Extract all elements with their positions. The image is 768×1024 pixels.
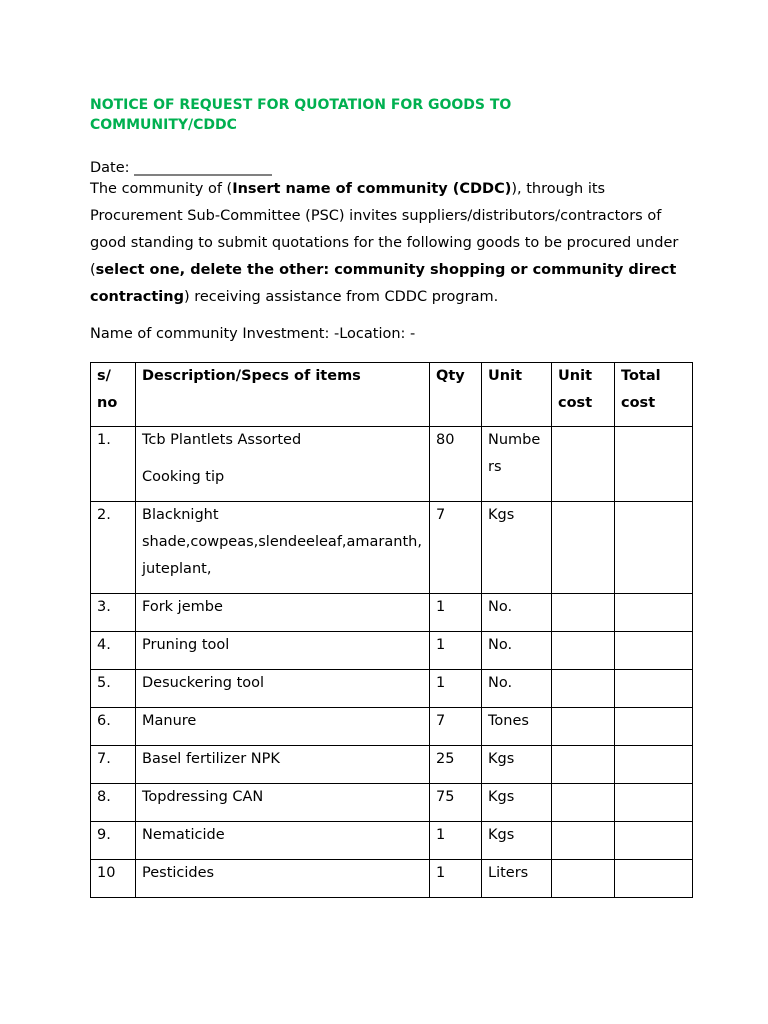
cell-total-cost (615, 784, 693, 822)
cell-unit-cost (552, 502, 615, 594)
cell-sno: 5. (91, 670, 136, 708)
cell-unit-cost (552, 784, 615, 822)
cell-total-cost (615, 860, 693, 898)
cell-sno: 4. (91, 632, 136, 670)
table-row (91, 670, 693, 708)
cell-sno: 2. (91, 502, 136, 594)
cell-unit-cost (552, 670, 615, 708)
cell-unit-cost (552, 746, 615, 784)
cell-description: Nematicide (136, 822, 430, 860)
table-row (91, 784, 693, 822)
table-row (91, 427, 693, 502)
header-unit-cost: Unit cost (552, 363, 615, 427)
table-row (91, 594, 693, 632)
cell-sno: 10 (91, 860, 136, 898)
cell-unit: No. (482, 594, 552, 632)
cell-sno: 8. (91, 784, 136, 822)
cell-sno: 3. (91, 594, 136, 632)
cell-unit: Kgs (482, 822, 552, 860)
header-unit: Unit (482, 363, 552, 427)
cell-total-cost (615, 632, 693, 670)
cell-unit: Tones (482, 708, 552, 746)
cell-qty: 80 (430, 427, 482, 502)
date-line: Date: ___________________ (90, 160, 272, 176)
cell-sno: 9. (91, 822, 136, 860)
header-description: Description/Specs of items (136, 363, 430, 427)
table-row (91, 632, 693, 670)
cell-unit-cost (552, 860, 615, 898)
cell-total-cost (615, 594, 693, 632)
cell-unit: Kgs (482, 502, 552, 594)
cell-total-cost (615, 427, 693, 502)
investment-line: Name of community Investment: -Location: - (90, 326, 416, 342)
intro-text-1: The community of ( (90, 181, 233, 197)
cell-description: Pruning tool (136, 632, 430, 670)
cell-unit-cost (552, 594, 615, 632)
quotation-table (90, 362, 693, 898)
cell-qty: 1 (430, 670, 482, 708)
cell-unit-cost (552, 822, 615, 860)
cell-unit: Kgs (482, 784, 552, 822)
header-sno: s/ no (91, 363, 136, 427)
cell-description: Blacknight shade,cowpeas,slendeeleaf,amaranth,juteplant, (136, 502, 430, 594)
table-row (91, 502, 693, 594)
cell-qty: 7 (430, 708, 482, 746)
cell-sno: 1. (91, 427, 136, 502)
cell-unit-cost (552, 427, 615, 502)
intro-text-2: ), through its Procurement Sub-Committee (PSC) invites suppliers/distributors/contractors of good standing to submit quotations for the following goods to be procured under ( (90, 181, 679, 278)
cell-total-cost (615, 822, 693, 860)
cell-description (136, 427, 430, 502)
table-row (91, 822, 693, 860)
table-row (91, 708, 693, 746)
cell-total-cost (615, 502, 693, 594)
cell-qty: 75 (430, 784, 482, 822)
header-qty: Qty (430, 363, 482, 427)
cell-description: Basel fertilizer NPK (136, 746, 430, 784)
notice-title: NOTICE OF REQUEST FOR QUOTATION FOR GOODS TO COMMUNITY/CDDC (90, 97, 512, 133)
cell-total-cost (615, 708, 693, 746)
intro-bold-method: select one, delete the other: community shopping or community direct contracting (90, 262, 677, 305)
cell-total-cost (615, 670, 693, 708)
cell-total-cost (615, 746, 693, 784)
cell-qty: 1 (430, 632, 482, 670)
cell-description: Pesticides (136, 860, 430, 898)
table-row (91, 746, 693, 784)
intro-paragraph (90, 176, 690, 311)
cell-description: Manure (136, 708, 430, 746)
cell-description-sub: Cooking tip (142, 469, 225, 485)
cell-qty: 1 (430, 594, 482, 632)
cell-unit-cost (552, 708, 615, 746)
cell-qty: 1 (430, 860, 482, 898)
header-total-cost: Total cost (615, 363, 693, 427)
intro-bold-community: Insert name of community (CDDC) (232, 181, 512, 197)
cell-sno: 6. (91, 708, 136, 746)
cell-sno: 7. (91, 746, 136, 784)
cell-description-main: Tcb Plantlets Assorted (142, 432, 302, 448)
cell-unit: Kgs (482, 746, 552, 784)
cell-description: Fork jembe (136, 594, 430, 632)
cell-unit-cost (552, 632, 615, 670)
table-header-row (91, 363, 693, 427)
cell-qty: 1 (430, 822, 482, 860)
cell-description: Topdressing CAN (136, 784, 430, 822)
cell-qty: 25 (430, 746, 482, 784)
cell-unit: Numbers (482, 427, 552, 502)
cell-unit: No. (482, 670, 552, 708)
cell-description: Desuckering tool (136, 670, 430, 708)
cell-unit: Liters (482, 860, 552, 898)
cell-unit: No. (482, 632, 552, 670)
intro-text-3: ) receiving assistance from CDDC program. (183, 289, 499, 305)
table-row (91, 860, 693, 898)
cell-qty: 7 (430, 502, 482, 594)
